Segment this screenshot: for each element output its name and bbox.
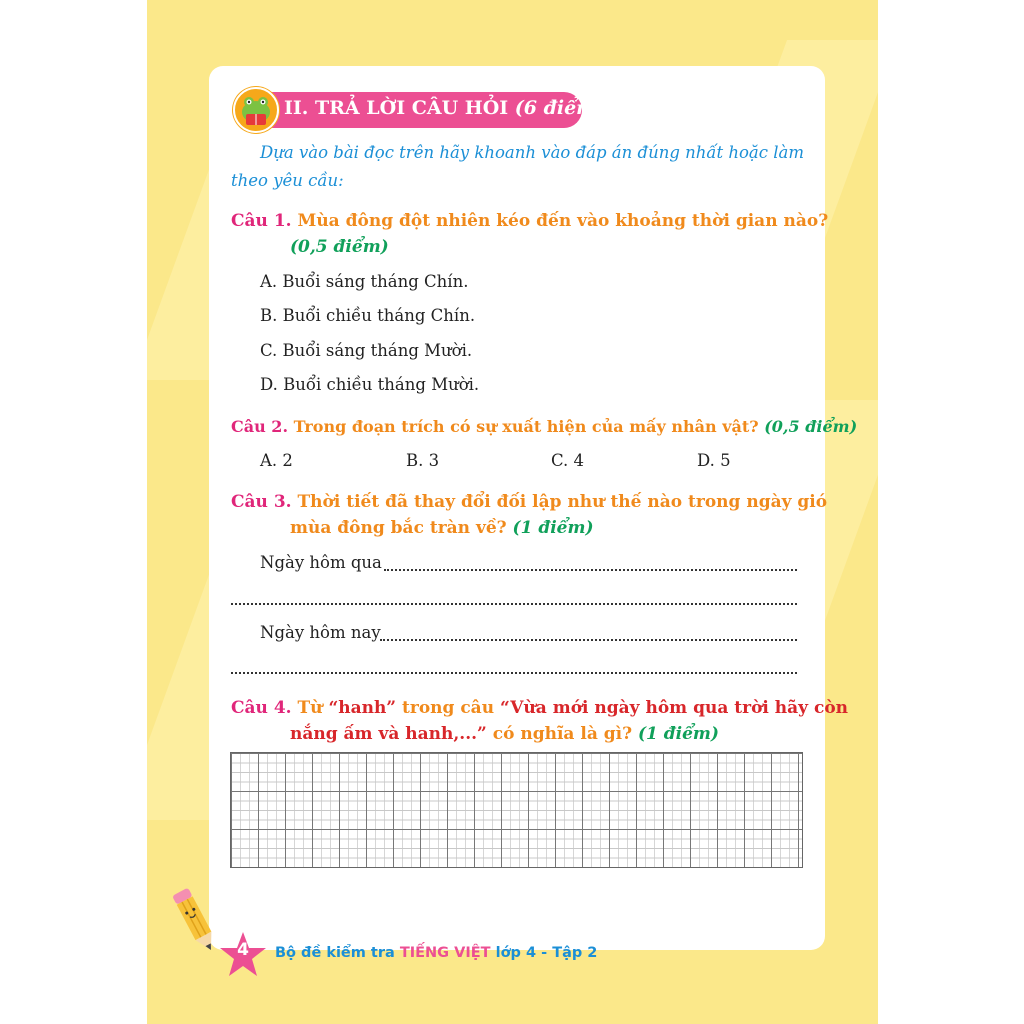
answer-line-1[interactable] [384, 569, 797, 571]
intro-line-1: Dựa vào bài đọc trên hãy khoanh vào đáp án đúng nhất hoặc làm [260, 143, 805, 162]
question-3: Câu 3. Thời tiết đã thay đổi đối lập như thế nào trong ngày gió [231, 492, 828, 512]
question-3-line-2: mùa đông bắc tràn về? (1 điểm) [290, 518, 594, 538]
q2-option-c[interactable]: C. 4 [551, 451, 585, 470]
writing-grid[interactable] [230, 752, 803, 868]
frog-reading-icon [232, 86, 280, 134]
question-4: Câu 4. Từ “hanh” trong câu “Vừa mới ngày hôm qua trời hãy còn [231, 698, 849, 718]
q1-option-d[interactable]: D. Buổi chiều tháng Mười. [260, 375, 480, 394]
intro-line-2: theo yêu cầu: [231, 171, 344, 190]
answer-line-4[interactable] [231, 672, 797, 674]
q2-option-b[interactable]: B. 3 [406, 451, 440, 470]
q2-option-d[interactable]: D. 5 [697, 451, 731, 470]
label-today: Ngày hôm nay [260, 623, 381, 642]
answer-line-2[interactable] [231, 603, 797, 605]
question-1: Câu 1. Mùa đông đột nhiên kéo đến vào khoảng thời gian nào? [231, 211, 829, 231]
footer-title: Bộ đề kiểm tra TIẾNG VIỆT lớp 4 - Tập 2 [275, 945, 598, 961]
page-number: 4 [237, 940, 249, 960]
question-4-line-2: nắng ấm và hanh,...” có nghĩa là gì? (1 điểm) [290, 724, 719, 744]
q1-option-c[interactable]: C. Buổi sáng tháng Mười. [260, 341, 473, 360]
q1-option-b[interactable]: B. Buổi chiều tháng Chín. [260, 306, 476, 325]
section-title: II. TRẢ LỜI CÂU HỎI (6 điểm) [284, 97, 606, 119]
answer-line-3[interactable] [380, 639, 797, 641]
question-2: Câu 2. Trong đoạn trích có sự xuất hiện của mấy nhân vật? (0,5 điểm) [231, 417, 858, 436]
question-1-points: (0,5 điểm) [290, 237, 389, 257]
pencil-mascot-icon [170, 880, 220, 960]
label-yesterday: Ngày hôm qua [260, 553, 382, 572]
q1-option-a[interactable]: A. Buổi sáng tháng Chín. [260, 272, 469, 291]
q2-option-a[interactable]: A. 2 [260, 451, 293, 470]
